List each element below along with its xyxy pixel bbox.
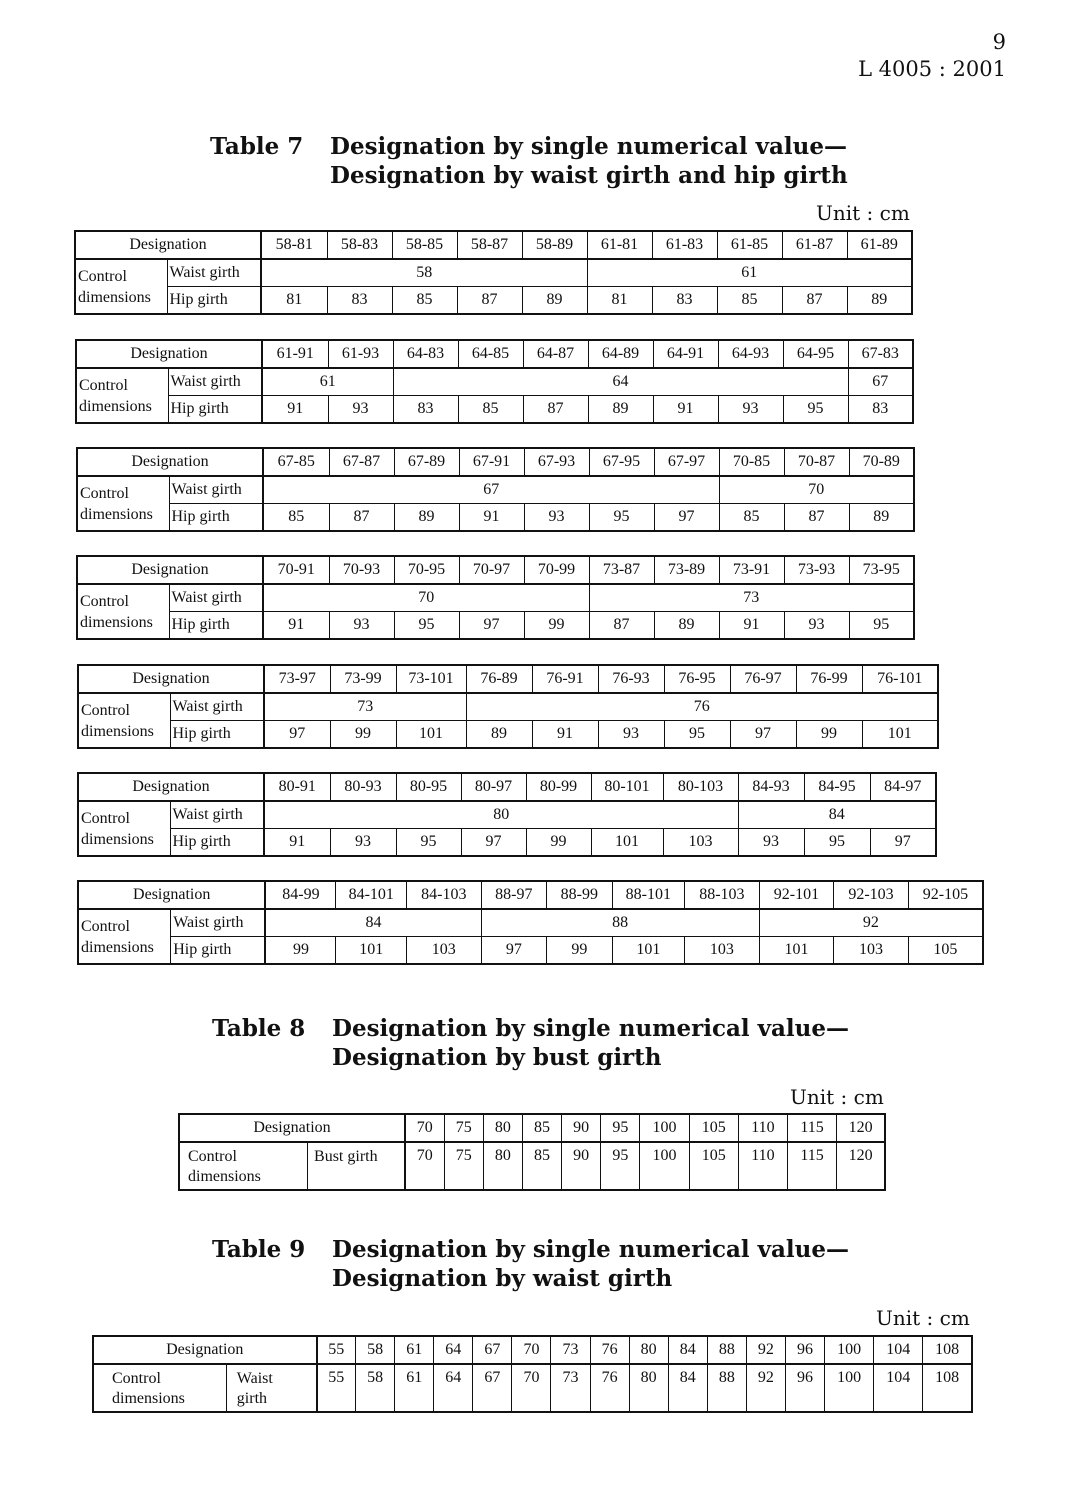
control-dimensions-label [179,1142,308,1190]
designation-cell: 70 [512,1336,551,1364]
bust-girth-cell: 70 [405,1142,444,1190]
designation-cell: 73-91 [719,556,784,584]
hip-girth-cell: 83 [393,396,458,424]
designation-cell: 96 [785,1336,824,1364]
waist-girth-cell: 84 [738,801,936,829]
hip-girth-label: Hip girth [170,829,264,857]
hip-girth-cell: 89 [522,287,587,315]
designation-cell: 64-85 [458,340,523,368]
designation-cell: 61-93 [328,340,393,368]
designation-cell: 76-89 [466,665,532,693]
designation-cell: 84-97 [870,773,936,801]
hip-girth-cell: 97 [481,937,547,965]
designation-cell: 61-81 [587,231,652,259]
hip-girth-cell: 83 [327,287,392,315]
hip-girth-cell: 85 [717,287,782,315]
table8-title-line2: Designation by bust girth [332,1044,662,1071]
designation-cell: 73-95 [849,556,914,584]
designation-cell: 64-95 [783,340,848,368]
table9-unit: Unit : cm [876,1306,970,1330]
hip-girth-cell: 91 [653,396,718,424]
designation-cell: 58-87 [457,231,522,259]
designation-cell: 61-85 [717,231,782,259]
waist-girth-cell: 108 [923,1364,972,1412]
hip-girth-cell: 99 [796,721,862,749]
designation-cell: 85 [522,1114,561,1142]
hip-girth-cell: 95 [804,829,870,857]
hip-girth-cell: 97 [459,612,524,640]
designation-cell: 67-87 [329,448,394,476]
designation-cell: 88 [707,1336,746,1364]
designation-cell: 73 [551,1336,590,1364]
designation-cell: 70-85 [719,448,784,476]
hip-girth-cell: 103 [663,829,738,857]
hip-girth-cell: 101 [862,721,938,749]
waist-girth-cell: 73 [264,693,466,721]
designation-cell: 80-101 [591,773,663,801]
hip-girth-cell: 87 [589,612,654,640]
hip-girth-cell: 93 [330,829,396,857]
table9-number: Table 9 [212,1236,306,1263]
designation-cell: 64 [434,1336,473,1364]
hip-girth-cell: 89 [466,721,532,749]
waist-girth-cell: 67 [473,1364,512,1412]
control-dimensions-label [93,1364,226,1412]
designation-cell: 67-85 [263,448,329,476]
hip-girth-cell: 81 [261,287,327,315]
hip-girth-cell: 91 [532,721,598,749]
hip-girth-cell: 89 [588,396,653,424]
waist-girth-cell: 73 [589,584,914,612]
bust-girth-cell: 105 [689,1142,738,1190]
hip-girth-cell: 103 [834,937,909,965]
control-label: Control [188,1148,237,1165]
designation-cell: 70-95 [394,556,459,584]
table7-block [77,772,937,857]
dimensions-label: dimensions [188,1168,261,1185]
hip-girth-label: Hip girth [171,937,266,965]
hip-girth-cell: 85 [719,504,784,532]
designation-cell: 64-91 [653,340,718,368]
hip-girth-cell: 91 [264,829,330,857]
designation-cell: 88-97 [481,881,547,909]
hip-girth-cell: 93 [738,829,804,857]
page-number: 9 [992,30,1006,54]
control-label: Control [112,1370,161,1387]
control-dimensions-label [78,909,171,964]
designation-cell: 80-91 [264,773,330,801]
hip-girth-cell: 91 [459,504,524,532]
hip-girth-cell: 87 [457,287,522,315]
designation-cell: 108 [923,1336,972,1364]
bust-girth-cell: 95 [601,1142,640,1190]
hip-girth-cell: 93 [524,504,589,532]
waist-girth-cell: 73 [551,1364,590,1412]
designation-cell: 73-99 [330,665,396,693]
waist-girth-label: Waist girth [170,693,264,721]
designation-label: Designation [77,448,263,476]
dimensions-label: dimensions [78,288,151,306]
designation-cell: 76 [590,1336,629,1364]
designation-cell: 73-97 [264,665,330,693]
hip-girth-label: Hip girth [169,612,263,640]
waist-girth-cell: 64 [434,1364,473,1412]
hip-girth-cell: 95 [394,612,459,640]
waist-girth-cell: 84 [668,1364,707,1412]
control-dimensions-label [78,801,170,856]
hip-girth-cell: 101 [612,937,685,965]
hip-girth-cell: 95 [664,721,730,749]
waist-girth-cell: 70 [263,584,589,612]
control-label: Control [79,376,128,394]
hip-girth-label: Hip girth [167,287,261,315]
designation-cell: 104 [874,1336,923,1364]
hip-girth-cell: 99 [524,612,589,640]
table7-block [76,555,915,640]
designation-cell: 100 [825,1336,874,1364]
waist-girth-cell: 80 [629,1364,668,1412]
bust-girth-cell: 75 [444,1142,483,1190]
hip-girth-cell: 101 [336,937,407,965]
bust-girth-cell: 85 [522,1142,561,1190]
designation-cell: 80 [483,1114,522,1142]
table8-title-line1: Designation by single numerical value— [332,1015,850,1042]
waist-girth-cell: 104 [874,1364,923,1412]
hip-girth-cell: 101 [591,829,663,857]
designation-cell: 55 [317,1336,356,1364]
waist-girth-label: Waist girth [167,259,261,287]
designation-cell: 80-93 [330,773,396,801]
hip-girth-cell: 91 [719,612,784,640]
standard-code: L 4005 : 2001 [858,57,1006,81]
hip-girth-cell: 91 [262,396,328,424]
hip-girth-cell: 97 [264,721,330,749]
designation-cell: 84-103 [407,881,482,909]
hip-girth-cell: 87 [329,504,394,532]
waist-label: Waist [236,1370,273,1387]
hip-girth-cell: 95 [589,504,654,532]
designation-cell: 76-93 [598,665,664,693]
designation-cell: 88-99 [547,881,613,909]
hip-girth-cell: 93 [329,612,394,640]
control-dimensions-label [78,693,170,748]
hip-girth-cell: 99 [547,937,613,965]
designation-label: Designation [75,231,261,259]
designation-cell: 76-91 [532,665,598,693]
designation-label: Designation [93,1336,317,1364]
table8-number: Table 8 [212,1015,306,1042]
bust-girth-cell: 90 [562,1142,601,1190]
designation-label: Designation [78,773,264,801]
dimensions-label: dimensions [79,397,152,415]
designation-cell: 92-103 [834,881,909,909]
hip-girth-label: Hip girth [168,396,262,424]
hip-girth-cell: 93 [328,396,393,424]
dimensions-label: dimensions [80,505,153,523]
control-label: Control [80,484,129,502]
designation-cell: 70-91 [263,556,329,584]
table9-title-line2: Designation by waist girth [332,1265,673,1292]
designation-cell: 76-97 [730,665,796,693]
hip-girth-label: Hip girth [169,504,263,532]
designation-cell: 80-95 [396,773,461,801]
designation-cell: 75 [444,1114,483,1142]
control-label: Control [81,701,130,719]
hip-girth-cell: 93 [784,612,849,640]
waist-girth-cell: 88 [481,909,759,937]
hip-girth-cell: 101 [759,937,834,965]
designation-label: Designation [78,881,265,909]
designation-cell: 61 [395,1336,434,1364]
control-label: Control [78,267,127,285]
designation-label: Designation [77,556,263,584]
designation-cell: 67-97 [654,448,719,476]
waist-girth-label: Waist girth [168,368,262,396]
designation-cell: 84-99 [265,881,336,909]
waist-girth-label: Waist girth [170,801,264,829]
designation-label: Designation [179,1114,405,1142]
control-label: Control [80,592,129,610]
designation-cell: 80 [629,1336,668,1364]
designation-cell: 64-87 [523,340,588,368]
designation-cell: 80-103 [663,773,738,801]
waist-girth-cell: 67 [848,368,913,396]
control-dimensions-label [77,584,169,639]
control-label: Control [81,809,130,827]
bust-girth-cell: 120 [837,1142,885,1190]
hip-girth-cell: 101 [396,721,466,749]
designation-cell: 64-93 [718,340,783,368]
designation-cell: 58-85 [392,231,457,259]
hip-girth-cell: 87 [782,287,847,315]
dimensions-label: dimensions [112,1390,185,1407]
hip-girth-cell: 97 [654,504,719,532]
waist-girth-cell: 67 [263,476,719,504]
hip-girth-cell: 99 [526,829,591,857]
waist-girth-cell: 92 [746,1364,785,1412]
designation-cell: 70-97 [459,556,524,584]
hip-girth-label: Hip girth [170,721,264,749]
hip-girth-cell: 89 [654,612,719,640]
dimensions-label: dimensions [80,613,153,631]
designation-cell: 70-93 [329,556,394,584]
designation-cell: 92-101 [759,881,834,909]
designation-cell: 115 [788,1114,837,1142]
designation-cell: 84-101 [336,881,407,909]
bust-girth-cell: 115 [788,1142,837,1190]
designation-label: Designation [76,340,262,368]
dimensions-label: dimensions [81,830,154,848]
designation-cell: 64-89 [588,340,653,368]
hip-girth-cell: 89 [849,504,914,532]
designation-cell: 67-89 [394,448,459,476]
hip-girth-cell: 87 [523,396,588,424]
waist-girth-cell: 88 [707,1364,746,1412]
designation-cell: 61-89 [847,231,912,259]
designation-cell: 76-95 [664,665,730,693]
waist-girth-cell: 61 [395,1364,434,1412]
designation-cell: 88-101 [612,881,685,909]
hip-girth-cell: 103 [685,937,760,965]
table7-block [77,664,939,749]
designation-cell: 80-97 [461,773,526,801]
designation-cell: 84-95 [804,773,870,801]
bust-girth-cell: 110 [738,1142,787,1190]
designation-cell: 76-101 [862,665,938,693]
designation-cell: 58-83 [327,231,392,259]
table7-caption [210,132,910,192]
designation-cell: 88-103 [685,881,760,909]
hip-girth-cell: 93 [598,721,664,749]
hip-girth-cell: 91 [263,612,329,640]
designation-cell: 67-83 [848,340,913,368]
designation-cell: 90 [562,1114,601,1142]
designation-cell: 67 [473,1336,512,1364]
waist-girth-cell: 92 [759,909,983,937]
designation-cell: 70-87 [784,448,849,476]
designation-cell: 73-101 [396,665,466,693]
designation-cell: 58-81 [261,231,327,259]
waist-girth-cell: 55 [317,1364,356,1412]
waist-girth-cell: 58 [356,1364,395,1412]
designation-cell: 92 [746,1336,785,1364]
designation-cell: 61-91 [262,340,328,368]
designation-cell: 58 [356,1336,395,1364]
hip-girth-cell: 99 [265,937,336,965]
waist-girth-cell: 84 [265,909,481,937]
table7-unit: Unit : cm [816,201,910,225]
hip-girth-cell: 103 [407,937,482,965]
control-dimensions-label [77,476,169,531]
designation-cell: 73-87 [589,556,654,584]
girth-label: girth [236,1390,268,1407]
hip-girth-cell: 97 [461,829,526,857]
designation-cell: 92-105 [908,881,983,909]
table8-caption [212,1014,912,1074]
designation-cell: 67-91 [459,448,524,476]
bust-girth-cell: 100 [640,1142,689,1190]
table7-title-line2: Designation by waist girth and hip girth [330,162,848,189]
waist-girth-label [226,1364,316,1412]
bust-girth-label: Bust girth [308,1142,405,1190]
table9-title-line1: Designation by single numerical value— [332,1236,850,1263]
waist-girth-cell: 61 [587,259,912,287]
hip-girth-cell: 95 [783,396,848,424]
table9 [92,1335,973,1413]
hip-girth-cell: 105 [908,937,983,965]
waist-girth-cell: 80 [264,801,738,829]
table7-block [75,339,914,424]
waist-girth-cell: 64 [393,368,848,396]
designation-cell: 70 [405,1114,444,1142]
dimensions-label: dimensions [81,938,154,956]
designation-cell: 67-93 [524,448,589,476]
table8 [178,1113,886,1191]
waist-girth-cell: 70 [512,1364,551,1412]
waist-girth-cell: 96 [785,1364,824,1412]
designation-cell: 105 [689,1114,738,1142]
designation-cell: 80-99 [526,773,591,801]
waist-girth-cell: 61 [262,368,393,396]
waist-girth-label: Waist girth [171,909,266,937]
hip-girth-cell: 85 [263,504,329,532]
hip-girth-cell: 97 [870,829,936,857]
designation-cell: 76-99 [796,665,862,693]
waist-girth-label: Waist girth [169,476,263,504]
designation-cell: 67-95 [589,448,654,476]
hip-girth-cell: 85 [392,287,457,315]
waist-girth-cell: 76 [590,1364,629,1412]
hip-girth-cell: 87 [784,504,849,532]
hip-girth-cell: 93 [718,396,783,424]
designation-cell: 61-87 [782,231,847,259]
waist-girth-cell: 70 [719,476,914,504]
control-dimensions-label [76,368,168,423]
hip-girth-cell: 89 [394,504,459,532]
hip-girth-cell: 85 [458,396,523,424]
table8-unit: Unit : cm [790,1085,884,1109]
table7-number: Table 7 [210,133,304,160]
designation-cell: 61-83 [652,231,717,259]
designation-cell: 95 [601,1114,640,1142]
designation-cell: 58-89 [522,231,587,259]
hip-girth-cell: 89 [847,287,912,315]
waist-girth-cell: 100 [825,1364,874,1412]
hip-girth-cell: 95 [849,612,914,640]
hip-girth-cell: 97 [730,721,796,749]
designation-cell: 64-83 [393,340,458,368]
control-dimensions-label [75,259,167,314]
designation-cell: 70-89 [849,448,914,476]
table7-title-line1: Designation by single numerical value— [330,133,848,160]
table7-block [76,447,915,532]
dimensions-label: dimensions [81,722,154,740]
designation-label: Designation [78,665,264,693]
table7-block [77,880,984,965]
designation-cell: 73-93 [784,556,849,584]
hip-girth-cell: 99 [330,721,396,749]
control-label: Control [81,917,130,935]
waist-girth-label: Waist girth [169,584,263,612]
waist-girth-cell: 58 [261,259,587,287]
hip-girth-cell: 83 [652,287,717,315]
bust-girth-cell: 80 [483,1142,522,1190]
designation-cell: 84 [668,1336,707,1364]
table7-block [74,230,913,315]
hip-girth-cell: 81 [587,287,652,315]
waist-girth-cell: 76 [466,693,938,721]
designation-cell: 73-89 [654,556,719,584]
designation-cell: 120 [837,1114,885,1142]
designation-cell: 110 [738,1114,787,1142]
designation-cell: 84-93 [738,773,804,801]
table9-caption [212,1235,912,1295]
hip-girth-cell: 95 [396,829,461,857]
designation-cell: 70-99 [524,556,589,584]
hip-girth-cell: 83 [848,396,913,424]
designation-cell: 100 [640,1114,689,1142]
